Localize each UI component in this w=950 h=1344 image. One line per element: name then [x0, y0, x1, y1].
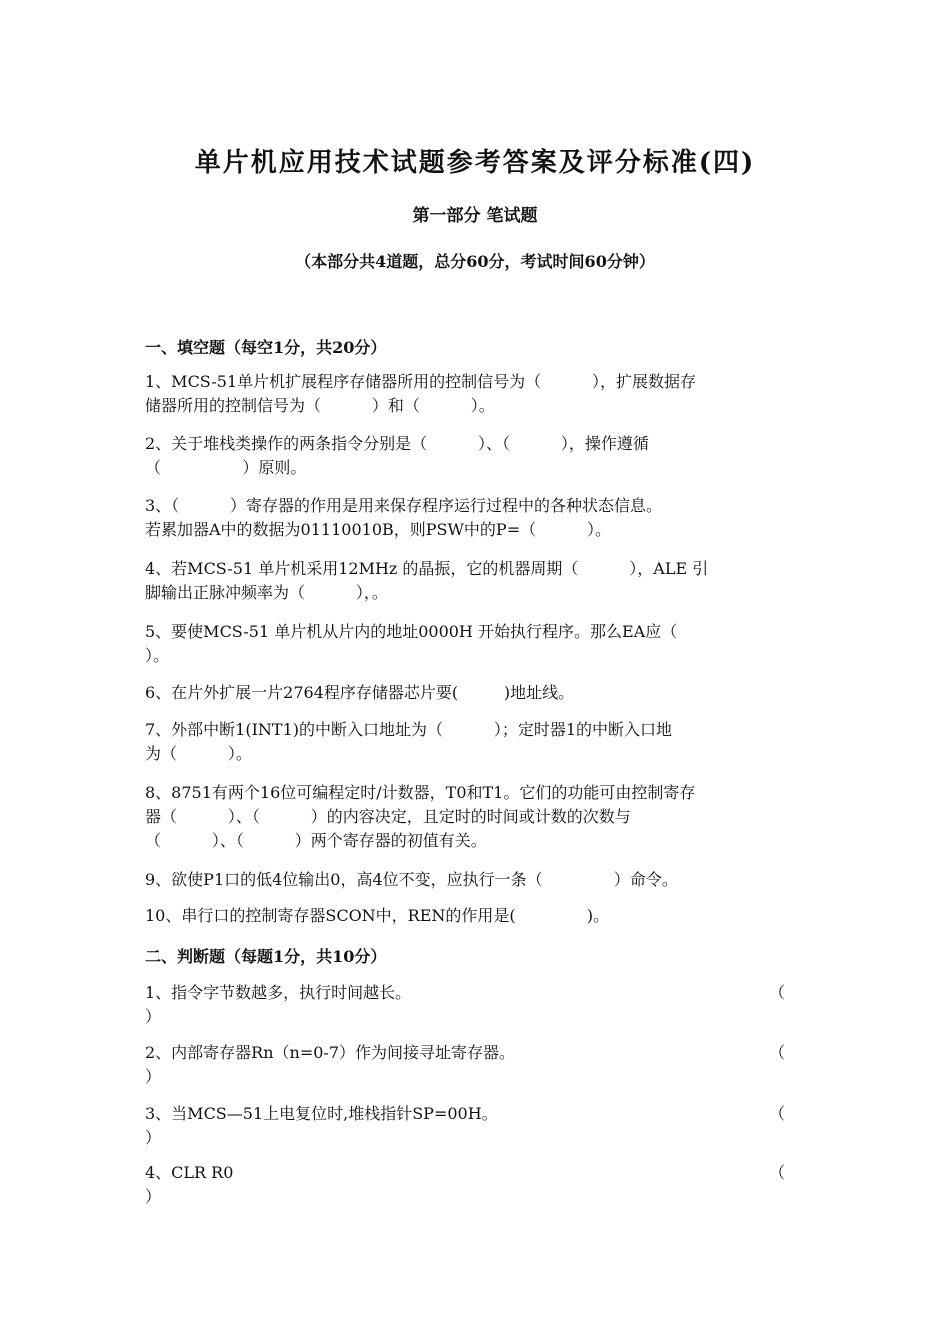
question-line: （ ）原则。	[145, 458, 307, 477]
tf-question-4	[145, 1161, 785, 1209]
fill-question-6	[145, 681, 815, 705]
tf-question-2	[145, 1041, 785, 1089]
question-line: 4、若MCS-51 单片机采用12MHz 的晶振，它的机器周期（ ），ALE 引	[145, 559, 709, 578]
question-line: 若累加器A中的数据为01110010B，则PSW中的P=（ ）。	[145, 520, 611, 539]
question-text: 3、当MCS—51上电复位时,堆栈指针SP=00H。	[145, 1104, 498, 1123]
answer-paren-close: ）	[145, 1187, 162, 1206]
answer-paren-close: ）	[145, 1067, 162, 1086]
part-note: （本部分共4道题，总分60分，考试时间60分钟）	[295, 252, 655, 271]
fill-question-4	[145, 557, 815, 605]
question-line: 3、（ ）寄存器的作用是用来保存程序运行过程中的各种状态信息。	[145, 496, 663, 515]
question-line: 储器所用的控制信号为（ ）和（ ）。	[145, 396, 495, 415]
fill-question-9	[145, 868, 815, 892]
fill-question-7	[145, 718, 815, 766]
question-line: 8、8751有两个16位可编程定时/计数器，T0和T1。它们的功能可由控制寄存	[145, 783, 696, 802]
question-text: 4、CLR R0	[145, 1163, 234, 1182]
question-line: 10、串行口的控制寄存器SCON中，REN的作用是( )。	[145, 906, 610, 925]
question-line: 1、MCS-51单片机扩展程序存储器所用的控制信号为（ ），扩展数据存	[145, 372, 696, 391]
part-heading: 第一部分 笔试题	[412, 206, 538, 226]
answer-paren-close: ）	[145, 1128, 162, 1147]
answer-paren-open: （	[768, 1043, 785, 1062]
fill-question-8	[145, 781, 815, 853]
section-heading-true-false: 二、判断题（每题1分，共10分）	[145, 947, 387, 966]
question-text: 1、指令字节数越多，执行时间越长。	[145, 983, 412, 1002]
question-line: 6、在片外扩展一片2764程序存储器芯片要( )地址线。	[145, 683, 575, 702]
section-heading-fill-in: 一、填空题（每空1分，共20分）	[145, 338, 387, 357]
question-text: 2、内部寄存器Rn（n=0-7）作为间接寻址寄存器。	[145, 1043, 516, 1062]
question-line: 2、关于堆栈类操作的两条指令分别是（ ）、（ ），操作遵循	[145, 434, 649, 453]
fill-question-1	[145, 370, 815, 418]
answer-paren-close: ）	[145, 1007, 162, 1026]
answer-paren-open: （	[768, 1104, 785, 1123]
fill-question-5	[145, 620, 815, 668]
fill-question-2	[145, 432, 815, 480]
question-line: 脚输出正脉冲频率为（ ），。	[145, 583, 388, 602]
question-line: 7、外部中断1(INT1)的中断入口地址为（ ）；定时器1的中断入口地	[145, 720, 673, 739]
question-line: 器（ ）、（ ）的内容决定，且定时的时间或计数的次数与	[145, 807, 631, 826]
document-title: 单片机应用技术试题参考答案及评分标准(四)	[194, 148, 756, 178]
question-line: 为（ ）。	[145, 744, 252, 763]
fill-question-3	[145, 494, 815, 542]
question-line: 9、欲使P1口的低4位输出0，高4位不变，应执行一条（ ）命令。	[145, 870, 678, 889]
tf-question-3	[145, 1102, 785, 1150]
question-line: ）。	[145, 646, 170, 665]
question-line: （ ）、（ ）两个寄存器的初值有关。	[145, 831, 487, 850]
answer-paren-open: （	[768, 1163, 785, 1182]
tf-question-1	[145, 981, 785, 1029]
fill-question-10	[145, 904, 815, 928]
answer-paren-open: （	[768, 983, 785, 1002]
question-line: 5、要使MCS-51 单片机从片内的地址0000H 开始执行程序。那么EA应（	[145, 622, 678, 641]
